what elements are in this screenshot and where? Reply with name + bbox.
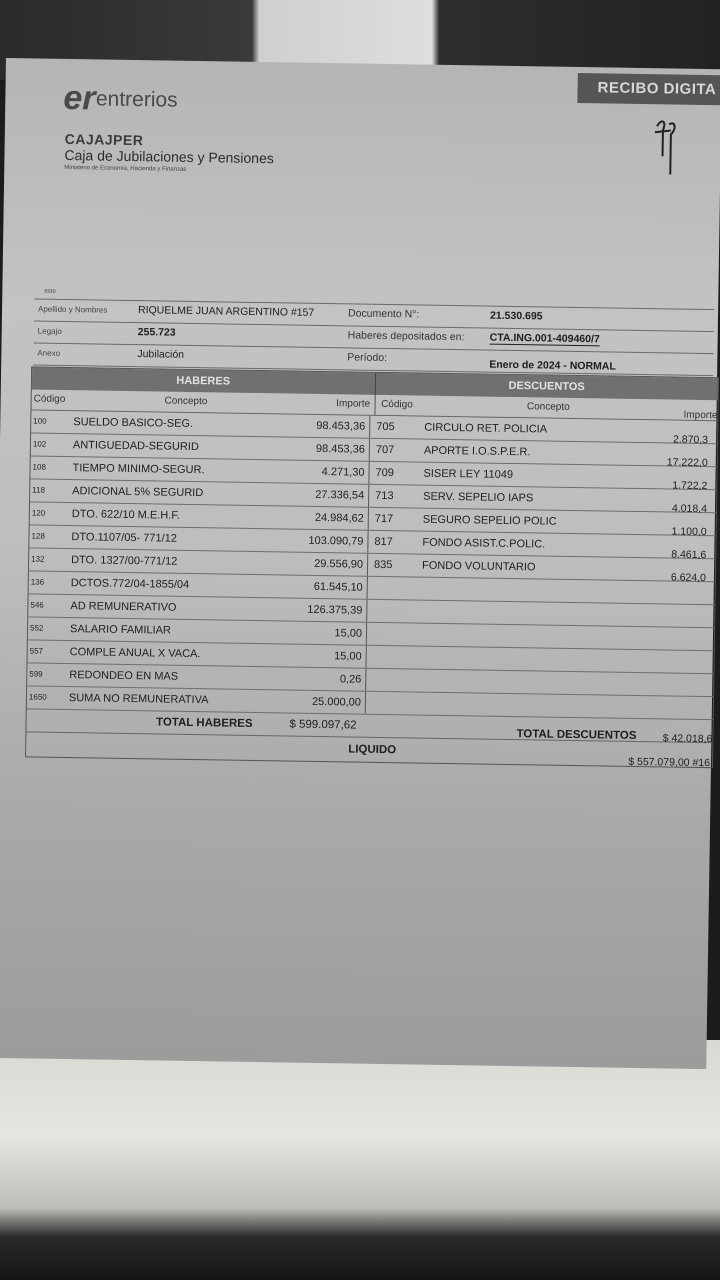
haberes-codigo: 132 xyxy=(31,554,45,564)
deposit-label: Haberes depositados en: xyxy=(347,329,465,344)
haberes-importe: 25.000,00 xyxy=(295,691,366,714)
haberes-codigo: 552 xyxy=(29,623,44,633)
liquido-value: $ 557.079,00 #16 xyxy=(628,755,711,770)
descuentos-codigo: 835 xyxy=(373,558,393,572)
haberes-importe: 29.556,90 xyxy=(297,553,368,576)
signature-icon xyxy=(650,116,681,178)
haberes-concepto: SUMA NO REMUNERATIVA xyxy=(68,692,209,707)
anexo-label: Anexo xyxy=(37,348,61,358)
haberes-concepto: SUELDO BASICO-SEG. xyxy=(73,416,194,430)
descuentos-concepto xyxy=(420,670,648,696)
descuentos-codigo xyxy=(368,577,422,600)
descuentos-importe: 4.018,4 xyxy=(671,502,708,516)
descuentos-codigo xyxy=(366,646,420,669)
descuentos-concepto: SISER LEY 11049 xyxy=(423,467,514,482)
haberes-concepto: TIEMPO MINIMO-SEGUR. xyxy=(72,462,205,477)
haberes-importe: 24.984,62 xyxy=(298,507,369,530)
liquido-label: LIQUIDO xyxy=(348,743,397,757)
background-table-surface xyxy=(0,1040,720,1280)
beneficiary-info xyxy=(33,298,714,376)
descuentos-concepto: SEGURO SEPELIO POLIC xyxy=(422,513,557,528)
descuentos-importe xyxy=(648,673,704,696)
haberes-codigo: 108 xyxy=(32,462,47,472)
haberes-concepto: SALARIO FAMILIAR xyxy=(69,623,171,637)
deposit-account: CTA.ING.001-409460/7 xyxy=(489,331,600,346)
haberes-importe: 61.545,10 xyxy=(297,576,368,599)
descuentos-concepto: APORTE I.O.S.P.E.R. xyxy=(423,444,531,459)
org-full-name: Caja de Jubilaciones y Pensiones xyxy=(64,146,274,167)
haberes-codigo: 128 xyxy=(31,531,45,541)
col-concepto-descuentos: Concepto xyxy=(526,401,570,413)
descuentos-codigo: 717 xyxy=(374,512,394,526)
org-short-name: CAJAJPER xyxy=(64,130,144,149)
descuentos-codigo: 713 xyxy=(375,489,394,503)
haberes-codigo: 136 xyxy=(30,577,45,587)
table-body xyxy=(27,410,718,720)
haberes-importe: 0,26 xyxy=(295,668,366,691)
descuentos-codigo: 705 xyxy=(376,420,395,434)
haberes-importe: 98.453,36 xyxy=(299,415,370,438)
haberes-importe: 27.336,54 xyxy=(298,484,369,507)
descuentos-concepto: CIRCULO RET. POLICIA xyxy=(424,421,548,436)
descuentos-importe xyxy=(649,627,705,650)
descuentos-codigo xyxy=(366,669,420,692)
anexo-value: Jubilación xyxy=(137,348,185,361)
descuentos-codigo xyxy=(366,692,420,715)
descuentos-codigo: 709 xyxy=(375,466,394,480)
entrerios-logo xyxy=(63,79,178,120)
logo-mark: er xyxy=(63,78,96,118)
descuentos-codigo: 707 xyxy=(375,443,395,457)
descuentos-importe: 8.461,6 xyxy=(671,548,707,562)
descuentos-concepto: SERV. SEPELIO IAPS xyxy=(423,490,534,505)
descuentos-codigo xyxy=(367,600,421,623)
descuentos-concepto: FONDO VOLUNTARIO xyxy=(421,559,536,574)
name-value: RIQUELME JUAN ARGENTINO #157 xyxy=(137,304,315,319)
descuentos-importe: 2.870,3 xyxy=(672,433,709,447)
total-descuentos-value: $ 42.018,6 xyxy=(662,732,713,746)
col-codigo-descuentos: Código xyxy=(381,398,413,411)
small-label: esto xyxy=(44,288,56,295)
total-haberes-label: TOTAL HABERES xyxy=(156,716,253,730)
haberes-header: HABERES xyxy=(32,367,376,394)
descuentos-concepto xyxy=(420,693,648,719)
descuentos-importe: 1.100,0 xyxy=(671,525,707,539)
haberes-codigo: 546 xyxy=(30,600,44,610)
haberes-concepto: ANTIGUEDAD-SEGURID xyxy=(72,439,199,454)
haberes-codigo: 1650 xyxy=(28,692,47,702)
descuentos-codigo xyxy=(367,623,421,646)
recibo-digital-stamp: RECIBO DIGITA xyxy=(577,73,720,105)
haberes-concepto: ADICIONAL 5% SEGURID xyxy=(72,485,204,500)
haberes-concepto: AD REMUNERATIVO xyxy=(70,600,177,614)
organization-block xyxy=(64,131,274,174)
descuentos-importe: 6.624,0 xyxy=(670,571,707,585)
descuentos-concepto xyxy=(421,601,649,627)
descuentos-concepto xyxy=(421,624,649,650)
col-codigo-haberes: Código xyxy=(33,393,66,405)
haberes-concepto: DCTOS.772/04-1855/04 xyxy=(70,577,190,591)
haberes-codigo: 557 xyxy=(29,646,44,656)
col-importe-descuentos: Importe xyxy=(683,409,718,422)
legajo-label: Legajo xyxy=(37,326,62,336)
haberes-importe: 103.090,79 xyxy=(297,530,368,553)
descuentos-importe: 17.222,0 xyxy=(666,456,708,470)
descuentos-codigo: 817 xyxy=(374,535,393,549)
total-haberes-value: $ 599.097,62 xyxy=(289,718,357,732)
document-value: 21.530.695 xyxy=(489,309,543,323)
descuentos-concepto: FONDO ASIST.C.POLIC. xyxy=(422,536,546,551)
haberes-importe: 15,00 xyxy=(295,645,366,668)
haberes-codigo: 599 xyxy=(29,669,43,679)
document-label: Documento N°: xyxy=(347,307,420,321)
col-concepto-haberes: Concepto xyxy=(164,395,208,408)
haberes-concepto: DTO. 1327/00-771/12 xyxy=(71,554,178,568)
descuentos-header: DESCUENTOS xyxy=(508,379,585,394)
descuentos-importe xyxy=(649,604,705,627)
descuentos-concepto xyxy=(422,578,650,604)
haberes-concepto: DTO.1107/05- 771/12 xyxy=(71,531,177,545)
haberes-codigo: 118 xyxy=(32,485,46,495)
ministry-name: Ministerio de Economía, Hacienda y Finanzas xyxy=(64,164,187,173)
col-importe-haberes: Importe xyxy=(300,394,375,415)
descuentos-importe: 1.722,2 xyxy=(672,479,708,493)
haberes-codigo: 100 xyxy=(33,416,47,426)
haberes-codigo: 120 xyxy=(31,508,46,518)
haberes-concepto: DTO. 622/10 M.E.H.F. xyxy=(71,508,180,522)
period-label: Período: xyxy=(347,351,388,365)
legajo-value: 255.723 xyxy=(137,326,176,339)
haberes-importe: 98.453,36 xyxy=(299,438,370,461)
logo-text: entrerios xyxy=(95,86,178,112)
receipt-paper xyxy=(0,58,720,1069)
haberes-concepto: REDONDEO EN MAS xyxy=(69,669,179,683)
descuentos-importe xyxy=(650,581,706,604)
haberes-concepto: COMPLE ANUAL X VACA. xyxy=(69,646,201,661)
descuentos-importe xyxy=(648,650,704,673)
haberes-importe: 15,00 xyxy=(296,622,367,645)
haberes-importe: 4.271,30 xyxy=(298,461,369,484)
haberes-codigo: 102 xyxy=(32,439,47,449)
name-label: Apellido y Nombres xyxy=(37,304,108,315)
payroll-table xyxy=(25,366,719,768)
total-descuentos-label: TOTAL DESCUENTOS xyxy=(516,728,637,742)
descuentos-importe xyxy=(648,696,704,719)
period-value: Enero de 2024 - NORMAL xyxy=(489,358,616,373)
descuentos-concepto xyxy=(420,647,648,673)
haberes-importe: 126.375,39 xyxy=(296,599,367,622)
